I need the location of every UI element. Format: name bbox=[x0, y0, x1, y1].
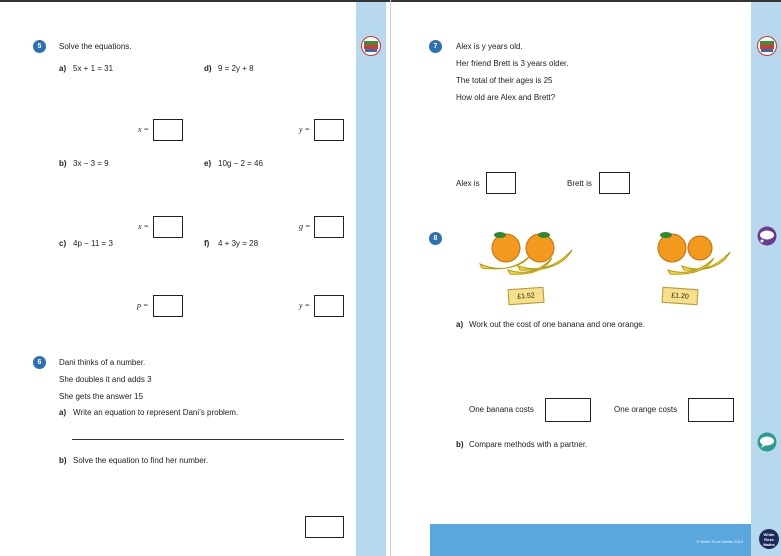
equation: 4 + 3y = 28 bbox=[218, 239, 259, 248]
fruit-group-left bbox=[478, 226, 578, 278]
answer-box[interactable] bbox=[153, 216, 183, 238]
answer-box-banana[interactable] bbox=[545, 398, 591, 422]
part-instruction: Work out the cost of one banana and one orange. bbox=[469, 320, 645, 329]
side-strip-right bbox=[751, 2, 781, 556]
answer-box[interactable] bbox=[153, 295, 183, 317]
question-text-line: How old are Alex and Brett? bbox=[456, 93, 556, 102]
equation: 4p − 11 = 3 bbox=[73, 239, 113, 248]
question-instruction: Solve the equations. bbox=[59, 42, 132, 51]
part-letter: d) bbox=[204, 64, 212, 73]
answer-line[interactable] bbox=[72, 439, 344, 440]
question-number: 8 bbox=[429, 232, 442, 245]
part-instruction: Compare methods with a partner. bbox=[469, 440, 588, 449]
banana-cost-label: One banana costs bbox=[469, 405, 534, 414]
question-text-line: Dani thinks of a number. bbox=[59, 358, 146, 367]
price-tag: £1.52 bbox=[507, 287, 544, 305]
variable-label: x = bbox=[138, 222, 149, 231]
brett-label: Brett is bbox=[567, 179, 592, 188]
part-instruction: Solve the equation to find her number. bbox=[73, 456, 209, 465]
part-letter: b) bbox=[59, 159, 67, 168]
answer-box-brett[interactable] bbox=[599, 172, 630, 194]
orange-cost-label: One orange costs bbox=[614, 405, 678, 414]
white-rose-maths-logo: White Rose Maths bbox=[759, 529, 779, 549]
equation: 5x + 1 = 31 bbox=[73, 64, 114, 73]
part-instruction: Write an equation to represent Dani’s problem. bbox=[73, 408, 239, 417]
price-tag: £1.20 bbox=[661, 287, 698, 305]
part-letter: b) bbox=[456, 440, 464, 449]
side-strip-left bbox=[356, 2, 386, 556]
thought-bubble-icon bbox=[756, 226, 778, 246]
part-letter: f) bbox=[204, 239, 210, 248]
question-number: 6 bbox=[33, 356, 46, 369]
equation: 9 = 2y + 8 bbox=[218, 64, 254, 73]
question-number: 5 bbox=[33, 40, 46, 53]
book-icon bbox=[757, 36, 777, 56]
answer-box[interactable] bbox=[305, 516, 344, 538]
answer-box-alex[interactable] bbox=[486, 172, 516, 194]
book-icon bbox=[361, 36, 381, 56]
copyright-text: © White Rose Maths 2019 bbox=[696, 539, 743, 544]
fruit-group-right bbox=[646, 226, 734, 278]
footer-bar bbox=[430, 524, 751, 556]
question-text-line: Alex is y years old. bbox=[456, 42, 523, 51]
part-letter: a) bbox=[59, 408, 67, 417]
variable-label: g = bbox=[299, 222, 311, 231]
question-text-line: Her friend Brett is 3 years older. bbox=[456, 59, 569, 68]
alex-label: Alex is bbox=[456, 179, 480, 188]
answer-box[interactable] bbox=[314, 295, 344, 317]
answer-box[interactable] bbox=[153, 119, 183, 141]
answer-box[interactable] bbox=[314, 216, 344, 238]
variable-label: x = bbox=[138, 125, 149, 134]
question-text-line: She gets the answer 15 bbox=[59, 392, 144, 401]
part-letter: c) bbox=[59, 239, 67, 248]
answer-box-orange[interactable] bbox=[688, 398, 734, 422]
part-letter: b) bbox=[59, 456, 67, 465]
equation: 10g − 2 = 46 bbox=[218, 159, 263, 168]
part-letter: a) bbox=[59, 64, 67, 73]
variable-label: y = bbox=[299, 301, 310, 310]
speech-bubble-icon bbox=[756, 432, 778, 452]
part-letter: a) bbox=[456, 320, 464, 329]
variable-label: p = bbox=[137, 301, 149, 310]
page-divider bbox=[390, 0, 391, 556]
equation: 3x − 3 = 9 bbox=[73, 159, 109, 168]
answer-box[interactable] bbox=[314, 119, 344, 141]
question-text-line: She doubles it and adds 3 bbox=[59, 375, 152, 384]
question-text-line: The total of their ages is 25 bbox=[456, 76, 553, 85]
question-number: 7 bbox=[429, 40, 442, 53]
part-letter: e) bbox=[204, 159, 212, 168]
variable-label: y = bbox=[299, 125, 310, 134]
